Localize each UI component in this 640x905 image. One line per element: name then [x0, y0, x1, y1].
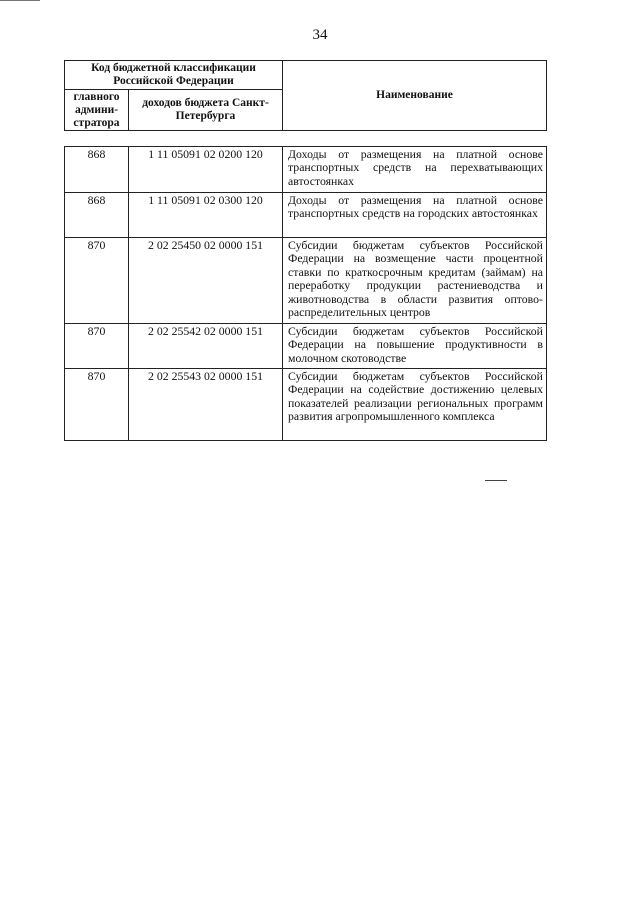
page-number: 34: [312, 27, 328, 43]
admin-cell: 868: [65, 147, 129, 193]
admin-header: главного админи-стратора: [65, 90, 129, 131]
code-cell: 2 02 25542 02 0000 151: [129, 324, 283, 369]
name-cell: Субсидии бюджетам субъектов Российской Федерации на повышение продуктивности в молочном скотоводстве: [283, 324, 547, 369]
name-header: Наименование: [283, 61, 547, 131]
name-cell: Субсидии бюджетам субъектов Российской Федерации на содействие достижению целевых показателей реализации региональных программ развития агропромышленного комплекса: [283, 369, 547, 441]
admin-cell: 870: [65, 324, 129, 369]
table-row: [65, 238, 547, 324]
table-header: [64, 60, 547, 131]
kbk-header: Код бюджетной классификации Российской Федерации: [65, 61, 283, 90]
table-row: [65, 147, 547, 193]
admin-cell: 870: [65, 369, 129, 441]
table-row: [65, 369, 547, 441]
name-cell: Доходы от размещения на платной основе транспортных средств на перехватывающих автостоянках: [283, 147, 547, 193]
income-header: доходов бюджета Санкт-Петербурга: [129, 90, 283, 131]
budget-table: [64, 146, 547, 441]
name-cell: Субсидии бюджетам субъектов Российской Федерации на возмещение части процентной ставки по краткосрочным кредитам (займам) на переработку продукции растениеводства и животноводства в области развития оптово-распределительных центров: [283, 238, 547, 324]
code-cell: 2 02 25450 02 0000 151: [129, 238, 283, 324]
table-row: [65, 324, 547, 369]
admin-cell: 868: [65, 193, 129, 238]
code-cell: 1 11 05091 02 0300 120: [129, 193, 283, 238]
scan-corner-mark: [0, 0, 40, 4]
scan-mark: [485, 480, 507, 481]
code-cell: 2 02 25543 02 0000 151: [129, 369, 283, 441]
name-cell: Доходы от размещения на платной основе транспортных средств на городских автостоянках: [283, 193, 547, 238]
code-cell: 1 11 05091 02 0200 120: [129, 147, 283, 193]
table-row: [65, 193, 547, 238]
admin-cell: 870: [65, 238, 129, 324]
